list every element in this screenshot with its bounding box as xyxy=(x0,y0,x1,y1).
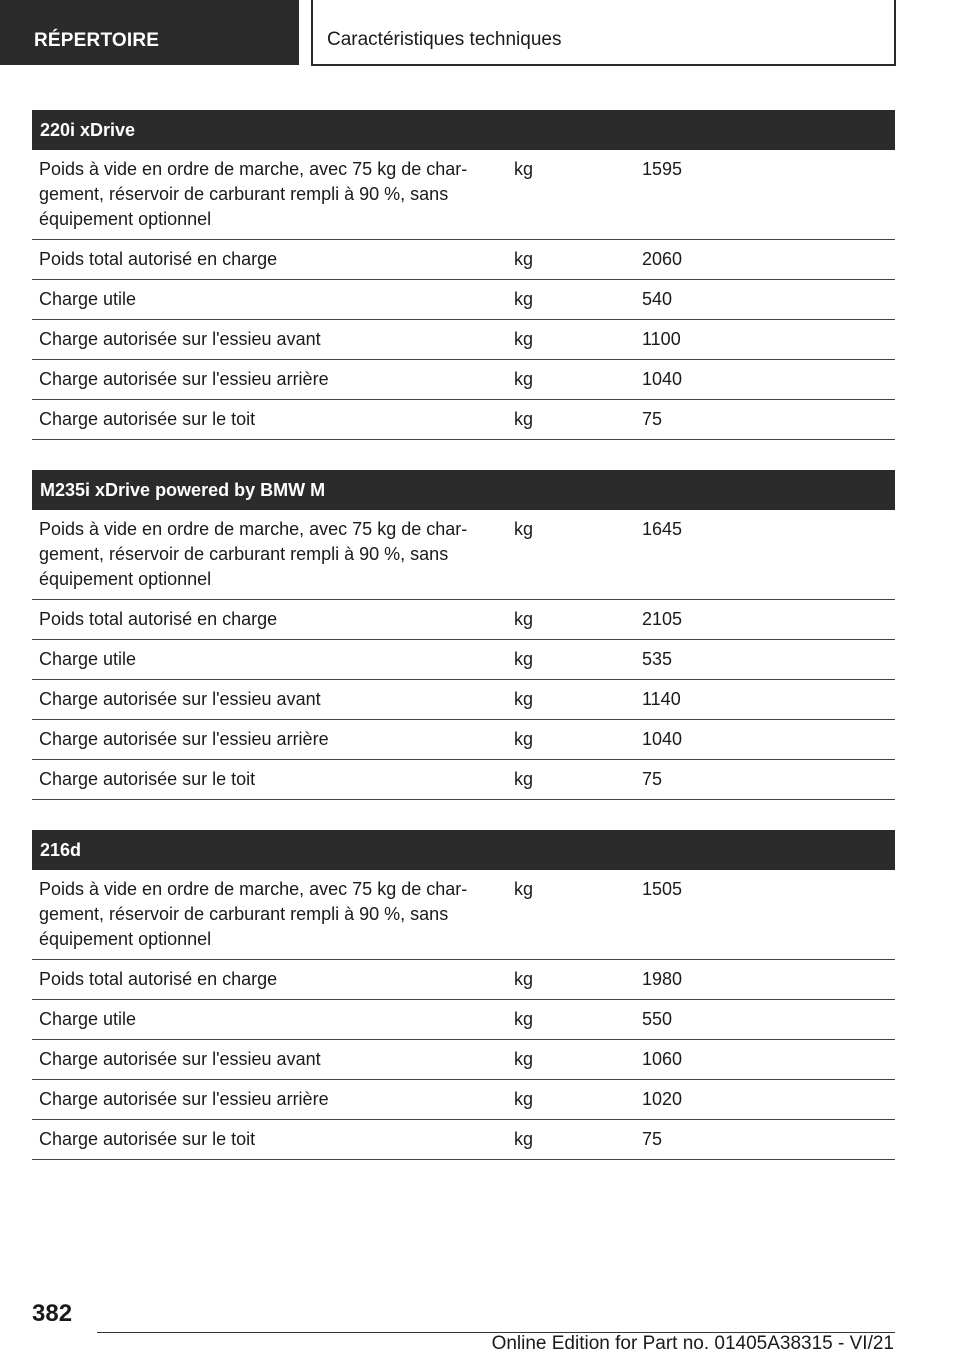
row-label: Poids à vide en ordre de marche, avec 75 kg de char-gement, réservoir de carburant rempli à 90 %, sans équipement optionnel xyxy=(39,879,468,949)
section-tab[interactable]: RÉPERTOIRE xyxy=(0,0,299,65)
row-value: 75 xyxy=(642,409,663,429)
table-row xyxy=(32,150,895,240)
row-unit: kg xyxy=(514,879,534,899)
table-row xyxy=(32,1040,895,1080)
spec-table-216d xyxy=(32,830,895,1160)
row-label: Charge autorisée sur le toit xyxy=(39,769,256,789)
row-unit: kg xyxy=(514,519,534,539)
table-row xyxy=(32,320,895,360)
table-row xyxy=(32,680,895,720)
row-label: Poids à vide en ordre de marche, avec 75 kg de char-gement, réservoir de carburant rempli à 90 %, sans équipement optionnel xyxy=(39,519,468,589)
row-label: Poids total autorisé en charge xyxy=(39,969,278,989)
table-row xyxy=(32,280,895,320)
row-value: 1140 xyxy=(642,689,681,709)
spec-table-220i xyxy=(32,110,895,440)
table-row xyxy=(32,720,895,760)
row-label: Charge autorisée sur l'essieu avant xyxy=(39,329,321,349)
row-value: 535 xyxy=(642,649,673,669)
row-value: 2060 xyxy=(642,249,683,269)
row-unit: kg xyxy=(514,249,534,269)
table-row xyxy=(32,870,895,960)
row-label: Poids à vide en ordre de marche, avec 75 kg de char-gement, réservoir de carburant rempli à 90 %, sans équipement optionnel xyxy=(39,159,468,229)
row-label: Charge autorisée sur l'essieu avant xyxy=(39,689,321,709)
row-unit: kg xyxy=(514,1129,534,1149)
row-unit: kg xyxy=(514,1049,534,1069)
table-row xyxy=(32,600,895,640)
table-row xyxy=(32,1120,895,1160)
row-unit: kg xyxy=(514,649,534,669)
row-label: Poids total autorisé en charge xyxy=(39,249,278,269)
row-value: 1040 xyxy=(642,369,683,389)
row-unit: kg xyxy=(514,289,534,309)
row-label: Charge autorisée sur le toit xyxy=(39,409,256,429)
row-unit: kg xyxy=(514,409,534,429)
row-unit: kg xyxy=(514,1089,534,1109)
table-row xyxy=(32,640,895,680)
table-row xyxy=(32,760,895,800)
table-row xyxy=(32,960,895,1000)
row-value: 1980 xyxy=(642,969,683,989)
row-label: Charge autorisée sur le toit xyxy=(39,1129,256,1149)
spec-tables xyxy=(32,110,895,1190)
row-unit: kg xyxy=(514,369,534,389)
row-label: Charge autorisée sur l'essieu avant xyxy=(39,1049,321,1069)
row-value: 75 xyxy=(642,769,663,789)
row-unit: kg xyxy=(514,689,534,709)
row-label: Poids total autorisé en charge xyxy=(39,609,278,629)
table-row xyxy=(32,360,895,400)
row-value: 1020 xyxy=(642,1089,683,1109)
row-value: 1100 xyxy=(642,329,681,349)
row-label: Charge utile xyxy=(39,1009,137,1029)
row-label: Charge autorisée sur l'essieu arrière xyxy=(39,1089,329,1109)
row-unit: kg xyxy=(514,729,534,749)
row-value: 540 xyxy=(642,289,673,309)
table-title: 216d xyxy=(32,830,895,870)
row-unit: kg xyxy=(514,329,534,349)
row-value: 550 xyxy=(642,1009,673,1029)
row-unit: kg xyxy=(514,159,534,179)
chapter-title: Caractéristiques techniques xyxy=(311,0,896,66)
table-title: M235i xDrive powered by BMW M xyxy=(32,470,895,510)
table-row xyxy=(32,400,895,440)
edition-note: Online Edition for Part no. 01405A38315 - VI/21 xyxy=(491,1333,894,1354)
page-number: 382 xyxy=(32,1300,73,1327)
row-value: 1645 xyxy=(642,519,683,539)
row-unit: kg xyxy=(514,769,534,789)
table-row xyxy=(32,1080,895,1120)
table-row xyxy=(32,510,895,600)
row-unit: kg xyxy=(514,969,534,989)
row-label: Charge autorisée sur l'essieu arrière xyxy=(39,729,329,749)
row-unit: kg xyxy=(514,1009,534,1029)
row-value: 1040 xyxy=(642,729,683,749)
row-label: Charge utile xyxy=(39,649,137,669)
row-value: 1595 xyxy=(642,159,683,179)
spec-table-m235i xyxy=(32,470,895,800)
row-value: 75 xyxy=(642,1129,663,1149)
row-value: 2105 xyxy=(642,609,683,629)
row-label: Charge utile xyxy=(39,289,137,309)
table-title: 220i xDrive xyxy=(32,110,895,150)
row-value: 1505 xyxy=(642,879,683,899)
row-unit: kg xyxy=(514,609,534,629)
table-row xyxy=(32,240,895,280)
table-row xyxy=(32,1000,895,1040)
row-label: Charge autorisée sur l'essieu arrière xyxy=(39,369,329,389)
row-value: 1060 xyxy=(642,1049,683,1069)
page-header xyxy=(0,0,960,66)
